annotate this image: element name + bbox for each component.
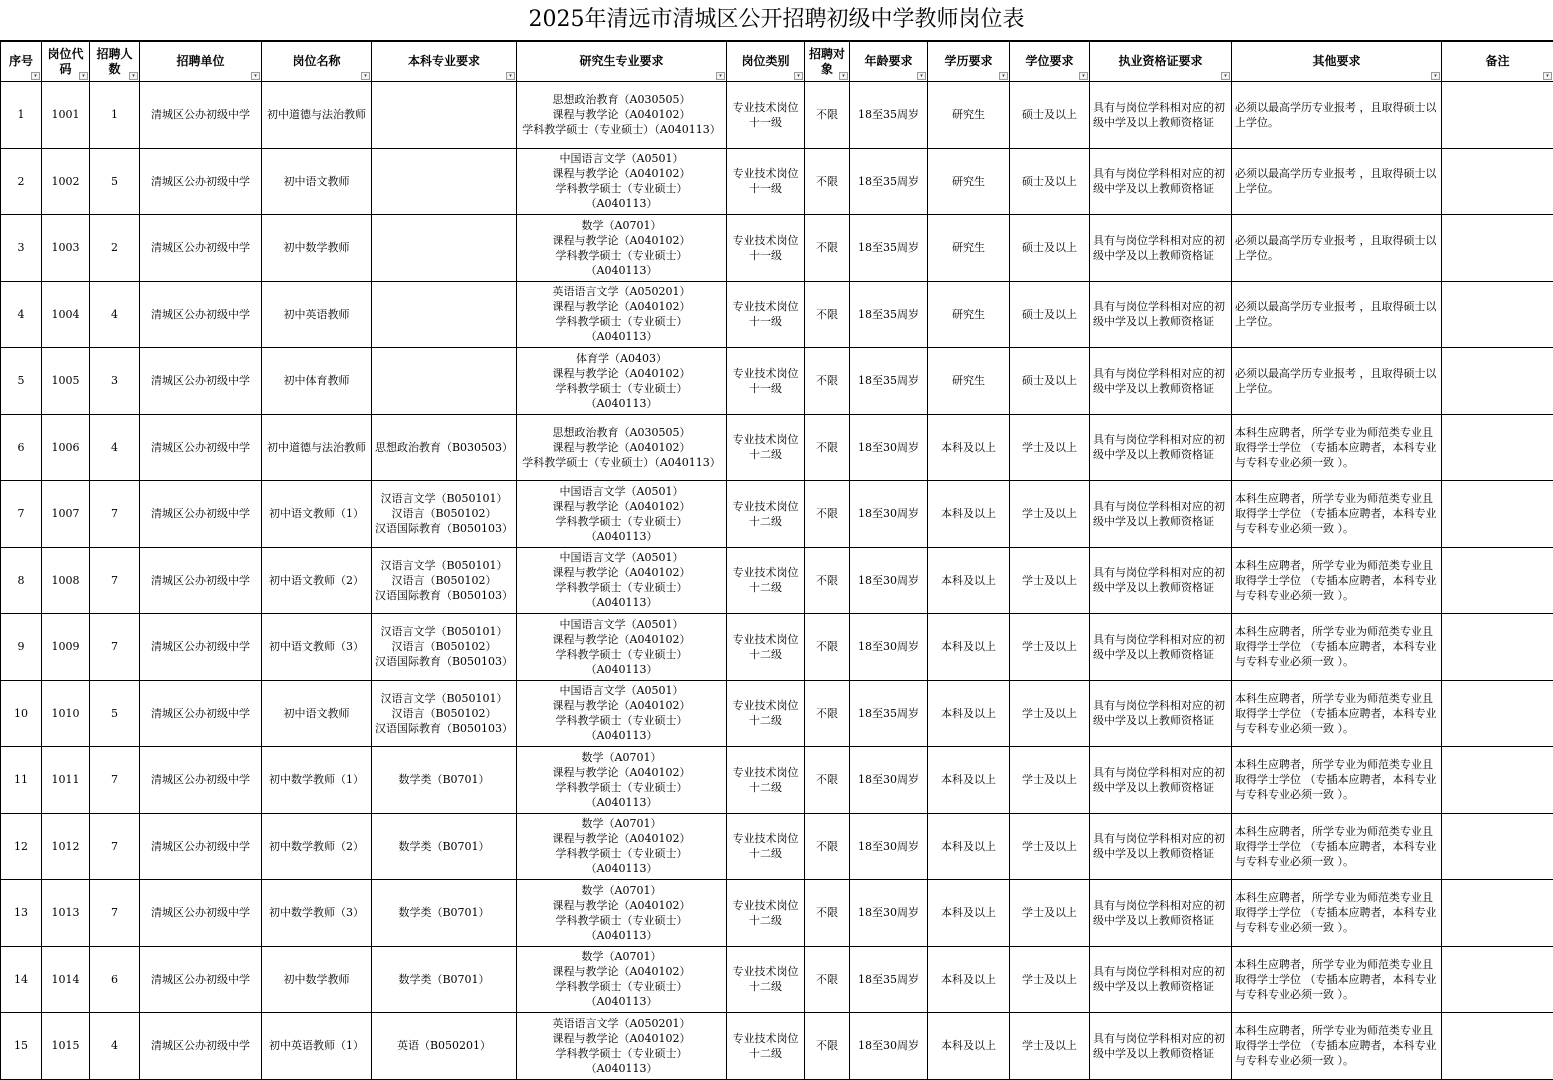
post-name-cell[interactable]: 初中语文教师（3） — [262, 614, 372, 681]
unit-cell[interactable]: 清城区公办初级中学 — [140, 414, 262, 481]
seq-cell[interactable]: 6 — [1, 414, 42, 481]
seq-cell[interactable]: 1 — [1, 82, 42, 149]
other-requirement-cell[interactable]: 本科生应聘者，所学专业为师范类专业且取得学士学位 （专插本应聘者，本科专业与专科专业必须一致 ）。 — [1232, 1013, 1442, 1080]
header-cell: 其他要求 ▾ — [1232, 42, 1442, 82]
degree-cell[interactable]: 学士及以上 — [1010, 414, 1090, 481]
unit-cell[interactable]: 清城区公办初级中学 — [140, 481, 262, 548]
filter-dropdown-icon[interactable]: ▾ — [31, 72, 40, 80]
education-cell[interactable]: 本科及以上 — [928, 946, 1010, 1013]
post-category-cell[interactable]: 专业技术岗位十一级 — [727, 281, 805, 348]
header-row — [1, 42, 1553, 82]
education-cell[interactable]: 研究生 — [928, 215, 1010, 282]
table-row — [1, 614, 1553, 681]
undergrad-major-cell[interactable] — [372, 215, 517, 282]
degree-cell[interactable]: 学士及以上 — [1010, 1013, 1090, 1080]
undergrad-major-cell[interactable]: 英语（B050201） — [372, 1013, 517, 1080]
graduate-major-cell[interactable]: 中国语言文学（A0501） 课程与教学论（A040102） 学科教学硕士（专业硕士） （A040113） — [517, 481, 727, 548]
post-category-cell[interactable]: 专业技术岗位十一级 — [727, 215, 805, 282]
age-cell[interactable]: 18至35周岁 — [850, 946, 928, 1013]
degree-cell[interactable]: 学士及以上 — [1010, 813, 1090, 880]
seq-cell[interactable]: 15 — [1, 1013, 42, 1080]
certificate-cell[interactable]: 具有与岗位学科相对应的初级中学及以上教师资格证 — [1090, 880, 1232, 947]
table-row — [1, 348, 1553, 415]
post-category-cell[interactable]: 专业技术岗位十二级 — [727, 747, 805, 814]
post-category-cell[interactable]: 专业技术岗位十一级 — [727, 148, 805, 215]
post-code-cell[interactable]: 1015 — [42, 1013, 90, 1080]
unit-cell[interactable]: 清城区公办初级中学 — [140, 148, 262, 215]
degree-cell[interactable]: 学士及以上 — [1010, 481, 1090, 548]
remark-cell[interactable] — [1442, 547, 1553, 614]
other-requirement-cell[interactable]: 本科生应聘者，所学专业为师范类专业且取得学士学位 （专插本应聘者，本科专业与专科专业必须一致 ）。 — [1232, 614, 1442, 681]
filter-dropdown-icon[interactable]: ▾ — [999, 72, 1008, 80]
post-code-cell[interactable]: 1009 — [42, 614, 90, 681]
age-cell[interactable]: 18至35周岁 — [850, 148, 928, 215]
filter-dropdown-icon[interactable]: ▾ — [361, 72, 370, 80]
certificate-cell[interactable]: 具有与岗位学科相对应的初级中学及以上教师资格证 — [1090, 82, 1232, 149]
degree-cell[interactable]: 硕士及以上 — [1010, 148, 1090, 215]
post-category-cell[interactable]: 专业技术岗位十一级 — [727, 82, 805, 149]
other-requirement-cell[interactable]: 本科生应聘者，所学专业为师范类专业且取得学士学位 （专插本应聘者，本科专业与专科专业必须一致 ）。 — [1232, 813, 1442, 880]
age-cell[interactable]: 18至30周岁 — [850, 547, 928, 614]
table-row — [1, 880, 1553, 947]
post-name-cell[interactable]: 初中数学教师（1） — [262, 747, 372, 814]
filter-dropdown-icon[interactable]: ▾ — [129, 72, 138, 80]
header-cell: 岗位代码 ▾ — [42, 42, 90, 82]
age-cell[interactable]: 18至30周岁 — [850, 614, 928, 681]
graduate-major-cell[interactable]: 数学（A0701） 课程与教学论（A040102） 学科教学硕士（专业硕士） （A040113） — [517, 946, 727, 1013]
remark-cell[interactable] — [1442, 148, 1553, 215]
age-cell[interactable]: 18至30周岁 — [850, 1013, 928, 1080]
education-cell[interactable]: 本科及以上 — [928, 680, 1010, 747]
recruit-target-cell[interactable]: 不限 — [805, 82, 850, 149]
table-row — [1, 148, 1553, 215]
seq-cell[interactable]: 11 — [1, 747, 42, 814]
undergrad-major-cell[interactable] — [372, 82, 517, 149]
remark-cell[interactable] — [1442, 1013, 1553, 1080]
other-requirement-cell[interactable]: 本科生应聘者，所学专业为师范类专业且取得学士学位 （专插本应聘者，本科专业与专科专业必须一致 ）。 — [1232, 481, 1442, 548]
recruit-target-cell[interactable]: 不限 — [805, 215, 850, 282]
undergrad-major-cell[interactable]: 汉语言文学（B050101） 汉语言（B050102） 汉语国际教育（B050103） — [372, 680, 517, 747]
age-cell[interactable]: 18至30周岁 — [850, 813, 928, 880]
certificate-cell[interactable]: 具有与岗位学科相对应的初级中学及以上教师资格证 — [1090, 281, 1232, 348]
other-requirement-cell[interactable]: 本科生应聘者，所学专业为师范类专业且取得学士学位 （专插本应聘者，本科专业与专科专业必须一致 ）。 — [1232, 946, 1442, 1013]
undergrad-major-cell[interactable]: 思想政治教育（B030503） — [372, 414, 517, 481]
remark-cell[interactable] — [1442, 215, 1553, 282]
post-category-cell[interactable]: 专业技术岗位十二级 — [727, 880, 805, 947]
post-name-cell[interactable]: 初中语文教师（1） — [262, 481, 372, 548]
post-name-cell[interactable]: 初中语文教师（2） — [262, 547, 372, 614]
degree-cell[interactable]: 学士及以上 — [1010, 547, 1090, 614]
post-category-cell[interactable]: 专业技术岗位十二级 — [727, 1013, 805, 1080]
header-cell: 学历要求 ▾ — [928, 42, 1010, 82]
degree-cell[interactable]: 硕士及以上 — [1010, 348, 1090, 415]
post-code-cell[interactable]: 1010 — [42, 680, 90, 747]
headcount-cell[interactable]: 7 — [90, 813, 140, 880]
headcount-cell[interactable]: 7 — [90, 481, 140, 548]
graduate-major-cell[interactable]: 英语语言文学（A050201） 课程与教学论（A040102） 学科教学硕士（专业硕士） （A040113） — [517, 1013, 727, 1080]
post-code-cell[interactable]: 1007 — [42, 481, 90, 548]
table-row — [1, 547, 1553, 614]
unit-cell[interactable]: 清城区公办初级中学 — [140, 1013, 262, 1080]
certificate-cell[interactable]: 具有与岗位学科相对应的初级中学及以上教师资格证 — [1090, 148, 1232, 215]
unit-cell[interactable]: 清城区公办初级中学 — [140, 813, 262, 880]
education-cell[interactable]: 本科及以上 — [928, 614, 1010, 681]
unit-cell[interactable]: 清城区公办初级中学 — [140, 880, 262, 947]
headcount-cell[interactable]: 7 — [90, 614, 140, 681]
header-cell: 学位要求 ▾ — [1010, 42, 1090, 82]
education-cell[interactable]: 本科及以上 — [928, 1013, 1010, 1080]
header-cell: 本科专业要求 ▾ — [372, 42, 517, 82]
recruit-target-cell[interactable]: 不限 — [805, 148, 850, 215]
education-cell[interactable]: 本科及以上 — [928, 414, 1010, 481]
post-category-cell[interactable]: 专业技术岗位十二级 — [727, 946, 805, 1013]
headcount-cell[interactable]: 4 — [90, 281, 140, 348]
degree-cell[interactable]: 学士及以上 — [1010, 880, 1090, 947]
table-row — [1, 281, 1553, 348]
table-row — [1, 215, 1553, 282]
header-cell: 研究生专业要求 ▾ — [517, 42, 727, 82]
recruit-target-cell[interactable]: 不限 — [805, 614, 850, 681]
degree-cell[interactable]: 学士及以上 — [1010, 614, 1090, 681]
seq-cell[interactable]: 3 — [1, 215, 42, 282]
post-category-cell[interactable]: 专业技术岗位十二级 — [727, 680, 805, 747]
undergrad-major-cell[interactable] — [372, 148, 517, 215]
education-cell[interactable]: 本科及以上 — [928, 481, 1010, 548]
post-category-cell[interactable]: 专业技术岗位十一级 — [727, 348, 805, 415]
post-name-cell[interactable]: 初中英语教师（1） — [262, 1013, 372, 1080]
table-row — [1, 946, 1553, 1013]
undergrad-major-cell[interactable]: 数学类（B0701） — [372, 747, 517, 814]
seq-cell[interactable]: 14 — [1, 946, 42, 1013]
post-name-cell[interactable]: 初中语文教师 — [262, 680, 372, 747]
table-row — [1, 414, 1553, 481]
certificate-cell[interactable]: 具有与岗位学科相对应的初级中学及以上教师资格证 — [1090, 348, 1232, 415]
headcount-cell[interactable]: 5 — [90, 148, 140, 215]
seq-cell[interactable]: 5 — [1, 348, 42, 415]
education-cell[interactable]: 本科及以上 — [928, 747, 1010, 814]
unit-cell[interactable]: 清城区公办初级中学 — [140, 680, 262, 747]
graduate-major-cell[interactable]: 数学（A0701） 课程与教学论（A040102） 学科教学硕士（专业硕士） （A040113） — [517, 880, 727, 947]
header-cell: 备注 ▾ — [1442, 42, 1553, 82]
post-code-cell[interactable]: 1013 — [42, 880, 90, 947]
age-cell[interactable]: 18至35周岁 — [850, 680, 928, 747]
post-name-cell[interactable]: 初中数学教师（2） — [262, 813, 372, 880]
remark-cell[interactable] — [1442, 946, 1553, 1013]
filter-dropdown-icon[interactable]: ▾ — [839, 72, 848, 80]
header-cell: 招聘单位 ▾ — [140, 42, 262, 82]
header-cell: 招聘对象 ▾ — [805, 42, 850, 82]
filter-dropdown-icon[interactable]: ▾ — [716, 72, 725, 80]
unit-cell[interactable]: 清城区公办初级中学 — [140, 215, 262, 282]
age-cell[interactable]: 18至35周岁 — [850, 348, 928, 415]
table-row — [1, 747, 1553, 814]
undergrad-major-cell[interactable]: 数学类（B0701） — [372, 880, 517, 947]
other-requirement-cell[interactable]: 本科生应聘者，所学专业为师范类专业且取得学士学位 （专插本应聘者，本科专业与专科专业必须一致 ）。 — [1232, 547, 1442, 614]
post-code-cell[interactable]: 1006 — [42, 414, 90, 481]
certificate-cell[interactable]: 具有与岗位学科相对应的初级中学及以上教师资格证 — [1090, 813, 1232, 880]
post-name-cell[interactable]: 初中道德与法治教师 — [262, 414, 372, 481]
age-cell[interactable]: 18至35周岁 — [850, 215, 928, 282]
post-name-cell[interactable]: 初中数学教师 — [262, 946, 372, 1013]
headcount-cell[interactable]: 3 — [90, 348, 140, 415]
age-cell[interactable]: 18至30周岁 — [850, 747, 928, 814]
degree-cell[interactable]: 硕士及以上 — [1010, 281, 1090, 348]
recruit-target-cell[interactable]: 不限 — [805, 1013, 850, 1080]
recruit-target-cell[interactable]: 不限 — [805, 946, 850, 1013]
remark-cell[interactable] — [1442, 747, 1553, 814]
post-category-cell[interactable]: 专业技术岗位十二级 — [727, 547, 805, 614]
post-code-cell[interactable]: 1003 — [42, 215, 90, 282]
other-requirement-cell[interactable]: 必须以最高学历专业报考 ，且取得硕士以上学位。 — [1232, 82, 1442, 149]
graduate-major-cell[interactable]: 中国语言文学（A0501） 课程与教学论（A040102） 学科教学硕士（专业硕士） （A040113） — [517, 614, 727, 681]
graduate-major-cell[interactable]: 中国语言文学（A0501） 课程与教学论（A040102） 学科教学硕士（专业硕士） （A040113） — [517, 680, 727, 747]
other-requirement-cell[interactable]: 必须以最高学历专业报考 ，且取得硕士以上学位。 — [1232, 215, 1442, 282]
headcount-cell[interactable]: 7 — [90, 747, 140, 814]
age-cell[interactable]: 18至35周岁 — [850, 82, 928, 149]
remark-cell[interactable] — [1442, 348, 1553, 415]
post-category-cell[interactable]: 专业技术岗位十二级 — [727, 813, 805, 880]
filter-dropdown-icon[interactable]: ▾ — [79, 72, 88, 80]
headcount-cell[interactable]: 4 — [90, 1013, 140, 1080]
filter-dropdown-icon[interactable]: ▾ — [506, 72, 515, 80]
table-row — [1, 82, 1553, 149]
undergrad-major-cell[interactable]: 数学类（B0701） — [372, 813, 517, 880]
unit-cell[interactable]: 清城区公办初级中学 — [140, 281, 262, 348]
other-requirement-cell[interactable]: 必须以最高学历专业报考 ，且取得硕士以上学位。 — [1232, 148, 1442, 215]
age-cell[interactable]: 18至30周岁 — [850, 880, 928, 947]
certificate-cell[interactable]: 具有与岗位学科相对应的初级中学及以上教师资格证 — [1090, 614, 1232, 681]
headcount-cell[interactable]: 7 — [90, 547, 140, 614]
graduate-major-cell[interactable]: 中国语言文学（A0501） 课程与教学论（A040102） 学科教学硕士（专业硕士） （A040113） — [517, 148, 727, 215]
post-name-cell[interactable]: 初中道德与法治教师 — [262, 82, 372, 149]
post-code-cell[interactable]: 1004 — [42, 281, 90, 348]
table-row — [1, 481, 1553, 548]
remark-cell[interactable] — [1442, 680, 1553, 747]
filter-dropdown-icon[interactable]: ▾ — [917, 72, 926, 80]
certificate-cell[interactable]: 具有与岗位学科相对应的初级中学及以上教师资格证 — [1090, 481, 1232, 548]
unit-cell[interactable]: 清城区公办初级中学 — [140, 614, 262, 681]
recruit-target-cell[interactable]: 不限 — [805, 414, 850, 481]
graduate-major-cell[interactable]: 数学（A0701） 课程与教学论（A040102） 学科教学硕士（专业硕士） （A040113） — [517, 813, 727, 880]
other-requirement-cell[interactable]: 本科生应聘者，所学专业为师范类专业且取得学士学位 （专插本应聘者，本科专业与专科专业必须一致 ）。 — [1232, 747, 1442, 814]
graduate-major-cell[interactable]: 中国语言文学（A0501） 课程与教学论（A040102） 学科教学硕士（专业硕士） （A040113） — [517, 547, 727, 614]
recruit-target-cell[interactable]: 不限 — [805, 813, 850, 880]
header-cell: 序号 ▾ — [1, 42, 42, 82]
post-code-cell[interactable]: 1001 — [42, 82, 90, 149]
header-cell: 岗位类别 ▾ — [727, 42, 805, 82]
undergrad-major-cell[interactable]: 汉语言文学（B050101） 汉语言（B050102） 汉语国际教育（B050103） — [372, 481, 517, 548]
post-name-cell[interactable]: 初中数学教师（3） — [262, 880, 372, 947]
undergrad-major-cell[interactable]: 汉语言文学（B050101） 汉语言（B050102） 汉语国际教育（B050103） — [372, 547, 517, 614]
recruit-target-cell[interactable]: 不限 — [805, 281, 850, 348]
seq-cell[interactable]: 2 — [1, 148, 42, 215]
certificate-cell[interactable]: 具有与岗位学科相对应的初级中学及以上教师资格证 — [1090, 946, 1232, 1013]
seq-cell[interactable]: 12 — [1, 813, 42, 880]
undergrad-major-cell[interactable] — [372, 281, 517, 348]
table-row — [1, 680, 1553, 747]
age-cell[interactable]: 18至30周岁 — [850, 414, 928, 481]
other-requirement-cell[interactable]: 本科生应聘者，所学专业为师范类专业且取得学士学位 （专插本应聘者，本科专业与专科专业必须一致 ）。 — [1232, 880, 1442, 947]
education-cell[interactable]: 研究生 — [928, 348, 1010, 415]
remark-cell[interactable] — [1442, 281, 1553, 348]
post-name-cell[interactable]: 初中数学教师 — [262, 215, 372, 282]
header-cell: 年龄要求 ▾ — [850, 42, 928, 82]
age-cell[interactable]: 18至35周岁 — [850, 281, 928, 348]
recruit-target-cell[interactable]: 不限 — [805, 348, 850, 415]
headcount-cell[interactable]: 7 — [90, 880, 140, 947]
post-code-cell[interactable]: 1008 — [42, 547, 90, 614]
undergrad-major-cell[interactable] — [372, 348, 517, 415]
post-code-cell[interactable]: 1005 — [42, 348, 90, 415]
graduate-major-cell[interactable]: 数学（A0701） 课程与教学论（A040102） 学科教学硕士（专业硕士） （A040113） — [517, 747, 727, 814]
headcount-cell[interactable]: 1 — [90, 82, 140, 149]
filter-dropdown-icon[interactable]: ▾ — [794, 72, 803, 80]
unit-cell[interactable]: 清城区公办初级中学 — [140, 747, 262, 814]
certificate-cell[interactable]: 具有与岗位学科相对应的初级中学及以上教师资格证 — [1090, 414, 1232, 481]
remark-cell[interactable] — [1442, 880, 1553, 947]
recruit-target-cell[interactable]: 不限 — [805, 547, 850, 614]
degree-cell[interactable]: 硕士及以上 — [1010, 82, 1090, 149]
seq-cell[interactable]: 7 — [1, 481, 42, 548]
headcount-cell[interactable]: 5 — [90, 680, 140, 747]
degree-cell[interactable]: 学士及以上 — [1010, 946, 1090, 1013]
recruit-target-cell[interactable]: 不限 — [805, 481, 850, 548]
other-requirement-cell[interactable]: 本科生应聘者，所学专业为师范类专业且取得学士学位 （专插本应聘者，本科专业与专科专业必须一致 ）。 — [1232, 680, 1442, 747]
positions-table — [0, 41, 1553, 1080]
recruit-target-cell[interactable]: 不限 — [805, 747, 850, 814]
certificate-cell[interactable]: 具有与岗位学科相对应的初级中学及以上教师资格证 — [1090, 215, 1232, 282]
header-cell: 岗位名称 ▾ — [262, 42, 372, 82]
certificate-cell[interactable]: 具有与岗位学科相对应的初级中学及以上教师资格证 — [1090, 680, 1232, 747]
unit-cell[interactable]: 清城区公办初级中学 — [140, 82, 262, 149]
seq-cell[interactable]: 9 — [1, 614, 42, 681]
education-cell[interactable]: 研究生 — [928, 281, 1010, 348]
sheet-title: 2025年清远市清城区公开招聘初级中学教师岗位表 — [0, 0, 1553, 41]
table-row — [1, 1013, 1553, 1080]
seq-cell[interactable]: 4 — [1, 281, 42, 348]
education-cell[interactable]: 研究生 — [928, 82, 1010, 149]
recruit-target-cell[interactable]: 不限 — [805, 880, 850, 947]
other-requirement-cell[interactable]: 必须以最高学历专业报考 ，且取得硕士以上学位。 — [1232, 281, 1442, 348]
post-code-cell[interactable]: 1012 — [42, 813, 90, 880]
age-cell[interactable]: 18至30周岁 — [850, 481, 928, 548]
headcount-cell[interactable]: 6 — [90, 946, 140, 1013]
education-cell[interactable]: 本科及以上 — [928, 547, 1010, 614]
other-requirement-cell[interactable]: 本科生应聘者，所学专业为师范类专业且取得学士学位 （专插本应聘者，本科专业与专科专业必须一致 ）。 — [1232, 414, 1442, 481]
certificate-cell[interactable]: 具有与岗位学科相对应的初级中学及以上教师资格证 — [1090, 547, 1232, 614]
graduate-major-cell[interactable]: 体育学（A0403） 课程与教学论（A040102） 学科教学硕士（专业硕士） （A040113） — [517, 348, 727, 415]
remark-cell[interactable] — [1442, 481, 1553, 548]
education-cell[interactable]: 本科及以上 — [928, 880, 1010, 947]
seq-cell[interactable]: 10 — [1, 680, 42, 747]
education-cell[interactable]: 研究生 — [928, 148, 1010, 215]
graduate-major-cell[interactable]: 数学（A0701） 课程与教学论（A040102） 学科教学硕士（专业硕士） （A040113） — [517, 215, 727, 282]
certificate-cell[interactable]: 具有与岗位学科相对应的初级中学及以上教师资格证 — [1090, 747, 1232, 814]
post-name-cell[interactable]: 初中语文教师 — [262, 148, 372, 215]
unit-cell[interactable]: 清城区公办初级中学 — [140, 547, 262, 614]
education-cell[interactable]: 本科及以上 — [928, 813, 1010, 880]
table-row — [1, 813, 1553, 880]
other-requirement-cell[interactable]: 必须以最高学历专业报考 ，且取得硕士以上学位。 — [1232, 348, 1442, 415]
graduate-major-cell[interactable]: 思想政治教育（A030505） 课程与教学论（A040102） 学科教学硕士（专业硕士）（A040113） — [517, 414, 727, 481]
post-code-cell[interactable]: 1011 — [42, 747, 90, 814]
recruit-target-cell[interactable]: 不限 — [805, 680, 850, 747]
seq-cell[interactable]: 13 — [1, 880, 42, 947]
filter-dropdown-icon[interactable]: ▾ — [1221, 72, 1230, 80]
undergrad-major-cell[interactable]: 汉语言文学（B050101） 汉语言（B050102） 汉语国际教育（B050103） — [372, 614, 517, 681]
unit-cell[interactable]: 清城区公办初级中学 — [140, 348, 262, 415]
post-name-cell[interactable]: 初中体育教师 — [262, 348, 372, 415]
remark-cell[interactable] — [1442, 82, 1553, 149]
remark-cell[interactable] — [1442, 414, 1553, 481]
post-category-cell[interactable]: 专业技术岗位十二级 — [727, 614, 805, 681]
post-category-cell[interactable]: 专业技术岗位十二级 — [727, 481, 805, 548]
filter-dropdown-icon[interactable]: ▾ — [1543, 72, 1552, 80]
filter-dropdown-icon[interactable]: ▾ — [1079, 72, 1088, 80]
graduate-major-cell[interactable]: 思想政治教育（A030505） 课程与教学论（A040102） 学科教学硕士（专业硕士）（A040113） — [517, 82, 727, 149]
headcount-cell[interactable]: 2 — [90, 215, 140, 282]
degree-cell[interactable]: 学士及以上 — [1010, 747, 1090, 814]
filter-dropdown-icon[interactable]: ▾ — [251, 72, 260, 80]
certificate-cell[interactable]: 具有与岗位学科相对应的初级中学及以上教师资格证 — [1090, 1013, 1232, 1080]
graduate-major-cell[interactable]: 英语语言文学（A050201） 课程与教学论（A040102） 学科教学硕士（专业硕士） （A040113） — [517, 281, 727, 348]
undergrad-major-cell[interactable]: 数学类（B0701） — [372, 946, 517, 1013]
post-name-cell[interactable]: 初中英语教师 — [262, 281, 372, 348]
header-cell: 招聘人数 ▾ — [90, 42, 140, 82]
remark-cell[interactable] — [1442, 813, 1553, 880]
headcount-cell[interactable]: 4 — [90, 414, 140, 481]
degree-cell[interactable]: 硕士及以上 — [1010, 215, 1090, 282]
header-cell: 执业资格证要求 ▾ — [1090, 42, 1232, 82]
unit-cell[interactable]: 清城区公办初级中学 — [140, 946, 262, 1013]
remark-cell[interactable] — [1442, 614, 1553, 681]
post-code-cell[interactable]: 1002 — [42, 148, 90, 215]
post-category-cell[interactable]: 专业技术岗位十二级 — [727, 414, 805, 481]
seq-cell[interactable]: 8 — [1, 547, 42, 614]
post-code-cell[interactable]: 1014 — [42, 946, 90, 1013]
filter-dropdown-icon[interactable]: ▾ — [1431, 72, 1440, 80]
degree-cell[interactable]: 学士及以上 — [1010, 680, 1090, 747]
